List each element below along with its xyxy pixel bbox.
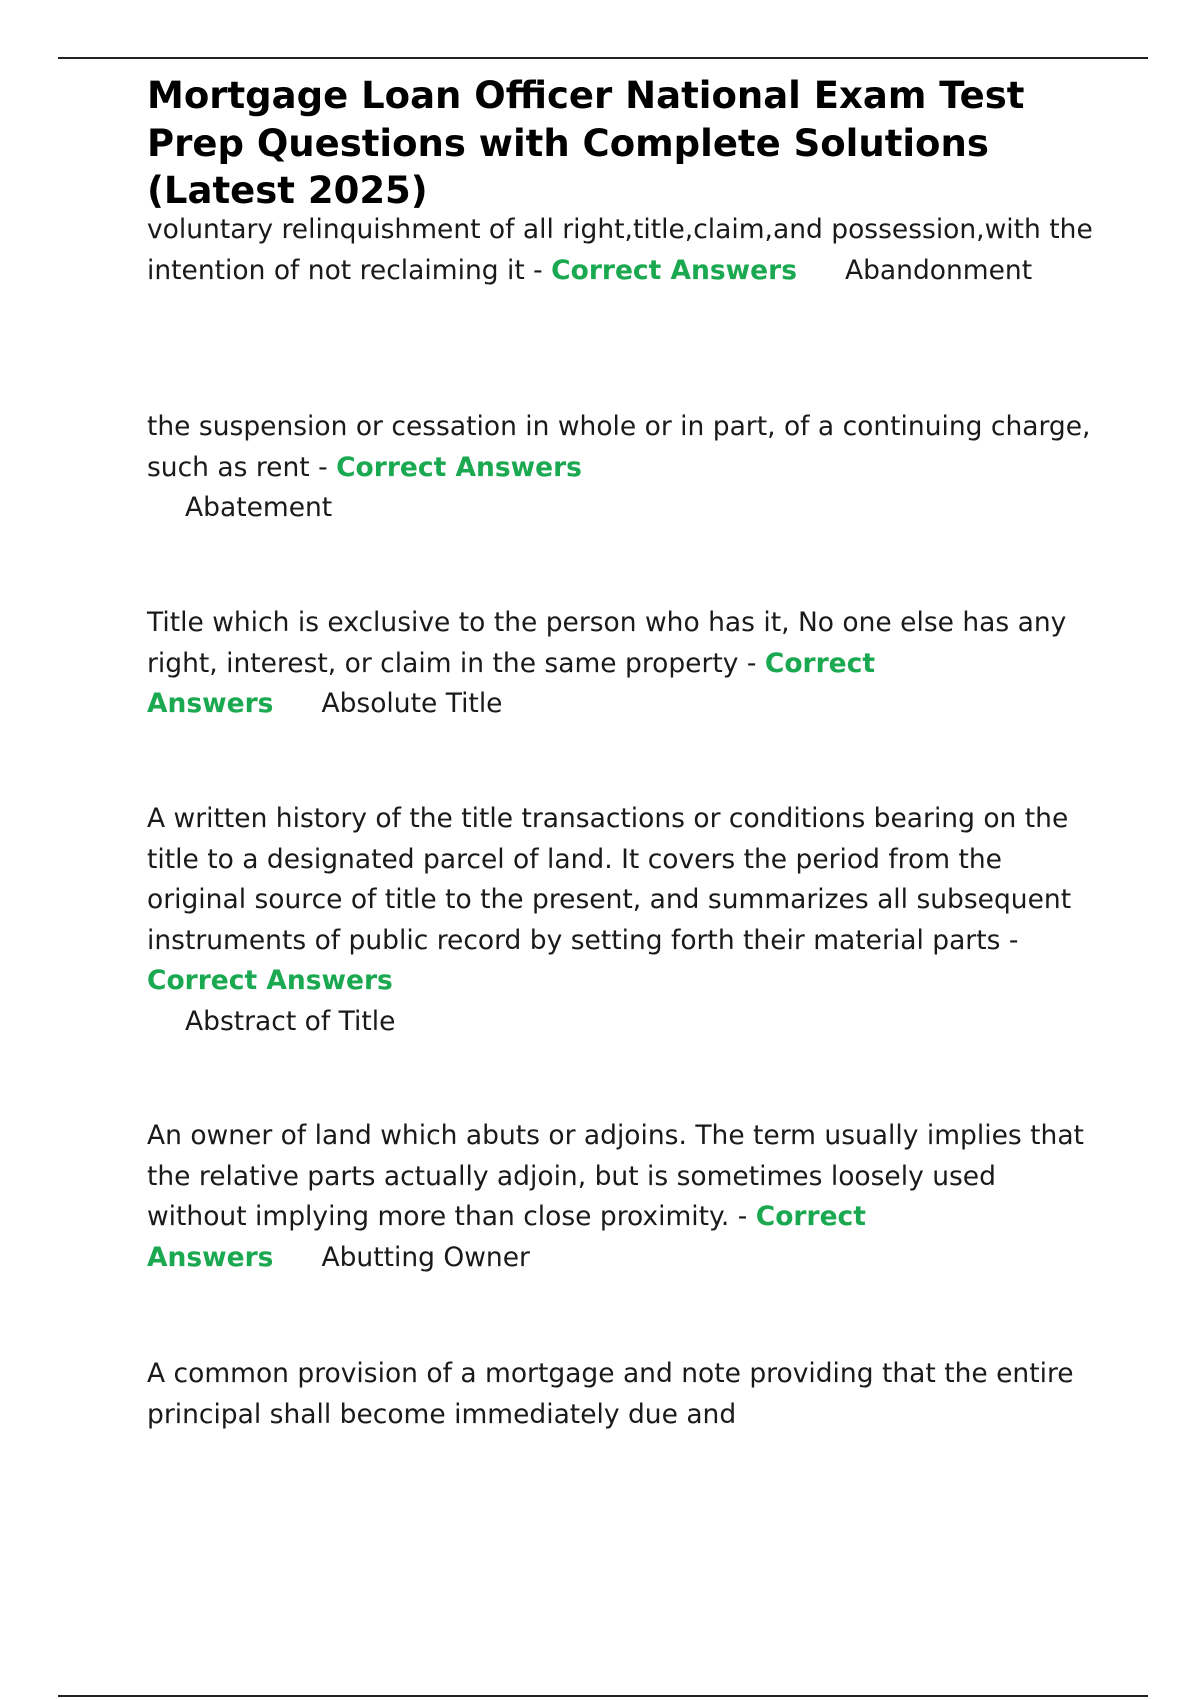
question-text: An owner of land which abuts or adjoins. The term usually implies that the relative parts actually adjoin, but is sometimes loosely used without implying more than close proximity. - — [147, 1120, 1084, 1232]
flashcard — [147, 210, 1097, 291]
flashcard — [147, 1116, 1097, 1278]
question-text: A written history of the title transactions or conditions bearing on the title to a designated parcel of land. It covers the period from the original source of title to the present, and summarizes all subsequent instruments of public record by setting forth their material parts - — [147, 803, 1072, 956]
correct-answers-label: Correct Answers — [147, 965, 393, 996]
flashcard — [147, 407, 1097, 529]
answer-text: Abatement — [185, 492, 333, 523]
flashcard — [147, 799, 1097, 1042]
correct-answers-label: Correct Answers — [336, 451, 582, 483]
question-text: A common provision of a mortgage and note providing that the entire principal shall become immediately due and — [147, 1358, 1074, 1430]
bottom-rule — [58, 1695, 1148, 1697]
question-text: voluntary relinquishment of all right,title,claim,and possession,with the intention of not reclaiming it - — [147, 214, 1093, 286]
flashcard — [147, 1354, 1097, 1435]
flashcard — [147, 603, 1097, 725]
question-text: Title which is exclusive to the person who has it, No one else has any right, interest, or claim in the same property - — [147, 607, 1067, 679]
correct-answers-label: Correct Answers — [147, 647, 876, 719]
document-title: Mortgage Loan Officer National Exam Test Prep Questions with Complete Solutions (Latest 2025) — [147, 74, 1025, 212]
correct-answers-label: Correct Answers — [551, 254, 797, 286]
question-text: the suspension or cessation in whole or in part, of a continuing charge, such as rent - — [147, 411, 1091, 483]
answer-text: Abandonment — [844, 254, 1033, 286]
answer-text: Absolute Title — [321, 688, 503, 719]
correct-answers-label: Correct Answers — [147, 1201, 866, 1273]
answer-text: Abstract of Title — [185, 1005, 396, 1037]
top-rule — [58, 57, 1148, 59]
answer-text: Abutting Owner — [321, 1241, 530, 1273]
